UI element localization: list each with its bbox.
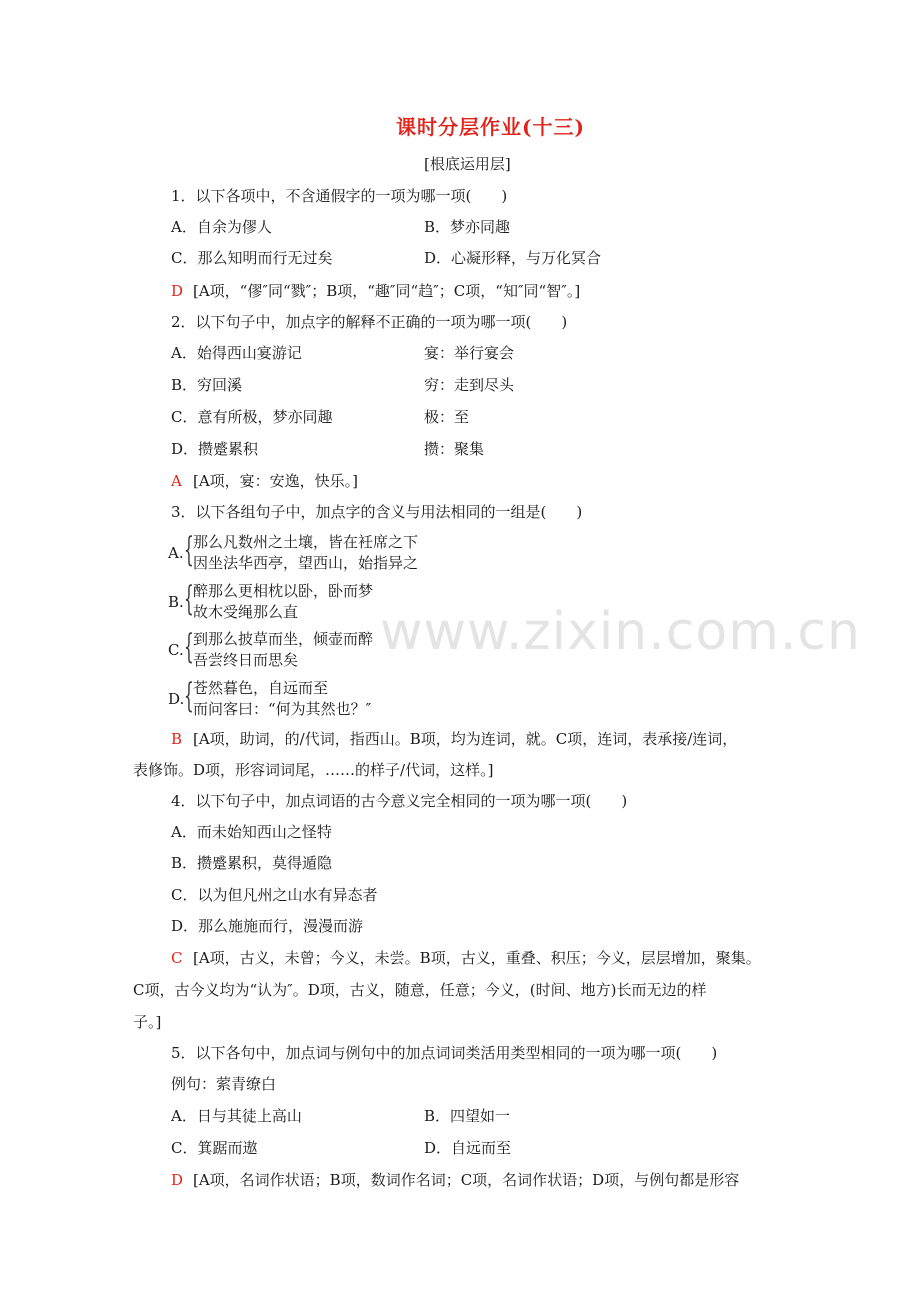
- q2-row-a-right: 宴：举行宴会: [424, 344, 515, 362]
- q1-option-d: D．心凝形释，与万化冥合: [424, 249, 602, 267]
- q3-option-a-label: A.: [168, 544, 184, 562]
- watermark: www.zixin.com.cn: [380, 602, 861, 662]
- q1-option-b: B．梦亦同趣: [424, 218, 511, 236]
- page-title: 课时分层作业(十三): [396, 115, 585, 139]
- q3-option-c-brace: {: [184, 627, 194, 667]
- q3-stem: 3．以下各组句子中，加点字的含义与用法相同的一组是( ): [171, 503, 583, 521]
- q3-option-d-label: D.: [168, 690, 185, 708]
- q5-explanation: [A项，名词作状语；B项，数词作名词；C项，名词作状语；D项，与例句都是形容: [193, 1171, 740, 1189]
- q5-answer: D: [171, 1171, 184, 1189]
- q3-option-d-line2: 而问客曰：“何为其然也？″: [193, 700, 372, 718]
- q3-option-b-label: B.: [168, 593, 184, 611]
- q2-explanation: [A项，宴：安逸，快乐。]: [193, 472, 359, 490]
- q3-option-c-line2: 吾尝终日而思矣: [193, 651, 299, 669]
- q2-row-a-left: A．始得西山宴游记: [171, 344, 302, 362]
- q1-option-c: C．那么知明而行无过矣: [171, 249, 333, 267]
- q1-explanation: [A项，“僇″同“戮″；B项，“趣″同“趋″；C项，“知″同“智″。]: [193, 282, 581, 300]
- q3-answer: B: [171, 730, 183, 748]
- q4-option-a: A．而未始知西山之怪特: [171, 823, 332, 841]
- q4-answer: C: [171, 949, 183, 967]
- q5-option-d: D．自远而至: [424, 1139, 512, 1157]
- q5-option-c: C．箕踞而遨: [171, 1139, 258, 1157]
- q4-explanation-line3: 子。]: [133, 1013, 162, 1031]
- q5-option-b: B．四望如一: [424, 1107, 511, 1125]
- q3-option-c-line1: 到那么披草而坐，倾壶而醉: [193, 630, 374, 648]
- q1-option-a: A．自余为僇人: [171, 218, 272, 236]
- q2-row-d-right: 攒：聚集: [424, 440, 485, 458]
- q2-row-b-right: 穷：走到尽头: [424, 376, 515, 394]
- q2-stem: 2．以下句子中，加点字的解释不正确的一项为哪一项( ): [171, 313, 568, 331]
- q3-explanation-line1: [A项，助词，的/代词，指西山。B项，均为连词，就。C项，连词，表承接/连词，: [193, 730, 738, 748]
- q4-explanation-line1: [A项，古义，未曾；今义，未尝。B项，古义，重叠、积压；今义，层层增加，聚集。: [193, 949, 761, 967]
- q3-option-c-label: C.: [168, 641, 184, 659]
- q2-row-c-right: 极：至: [424, 408, 470, 426]
- q3-option-a-brace: {: [184, 530, 194, 570]
- q2-answer: A: [171, 472, 182, 490]
- q4-option-b: B．攒蹙累积，莫得遁隐: [171, 854, 333, 872]
- q3-option-a-line1: 那么凡数州之土壤，皆在衽席之下: [193, 533, 419, 551]
- q3-option-d-brace: {: [184, 676, 194, 716]
- q5-example: 例句：萦青缭白: [171, 1075, 277, 1093]
- q3-option-d-line1: 苍然暮色，自远而至: [193, 679, 329, 697]
- q3-option-b-brace: {: [184, 579, 194, 619]
- q1-answer: D: [171, 282, 184, 300]
- q4-option-d: D．那么施施而行，漫漫而游: [171, 917, 364, 935]
- q4-stem: 4．以下句子中，加点词语的古今意义完全相同的一项为哪一项( ): [171, 792, 628, 810]
- q5-option-a: A．日与其徒上高山: [171, 1107, 302, 1125]
- q3-option-a-line2: 因坐法华西亭，望西山，始指异之: [193, 554, 419, 572]
- q3-option-b-line1: 醉那么更相枕以卧，卧而梦: [193, 582, 374, 600]
- q2-row-b-left: B．穷回溪: [171, 376, 243, 394]
- q2-row-d-left: D．攒蹙累积: [171, 440, 259, 458]
- q3-explanation-line2: 表修饰。D项，形容词词尾，……的样子/代词，这样。]: [133, 761, 494, 779]
- q1-stem: 1．以下各项中，不含通假字的一项为哪一项( ): [171, 187, 508, 205]
- q5-stem: 5．以下各句中，加点词与例句中的加点词词类活用类型相同的一项为哪一项( ): [171, 1044, 718, 1062]
- q4-option-c: C．以为但凡州之山水有异态者: [171, 886, 378, 904]
- q2-row-c-left: C．意有所极，梦亦同趣: [171, 408, 333, 426]
- section-heading: [根底运用层]: [424, 155, 511, 173]
- q4-explanation-line2: C项，古今义均为“认为″。D项，古义，随意，任意；今义，(时间、地方)长而无边的样: [133, 981, 707, 999]
- q3-option-b-line2: 故木受绳那么直: [193, 603, 299, 621]
